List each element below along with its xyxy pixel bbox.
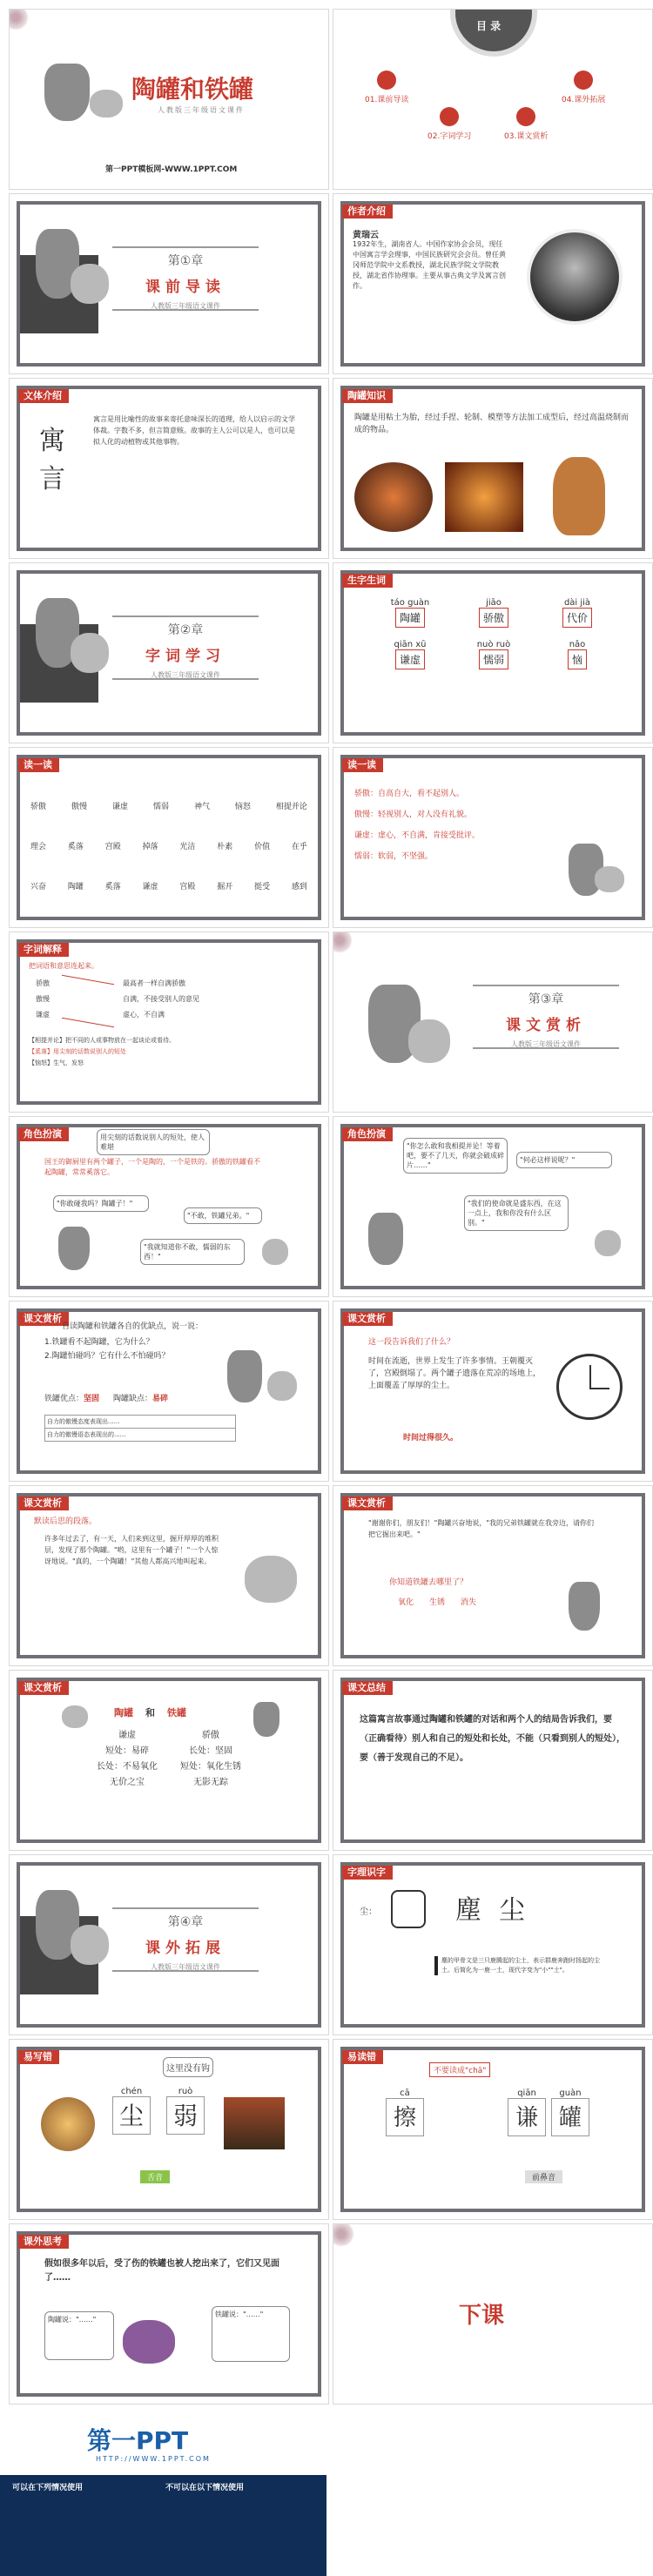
slide-roleplay-1[interactable] — [9, 1116, 329, 1297]
section-tag: 生字生词 — [342, 574, 393, 588]
iron-pot-image — [227, 1350, 262, 1402]
section-tag: 课文总结 — [342, 1681, 393, 1695]
promo-url[interactable]: HTTP://WWW.1PPT.COM — [96, 2455, 211, 2463]
promo-banner[interactable] — [0, 2408, 326, 2576]
slide-chapter-2[interactable] — [9, 562, 329, 743]
definition-list: 骄傲：自高自大，看不起别人。 傲慢：轻视别人，对人没有礼貌。 谦虚：虚心，不自满，肯接受批评。 懦弱：软弱，不坚强。 — [354, 790, 481, 861]
slide-end[interactable] — [333, 2223, 653, 2404]
slide-pot-knowledge[interactable] — [333, 378, 653, 559]
note-badge: 前鼻音 — [525, 2170, 562, 2183]
prompt: 假如很多年以后，受了伤的铁罐也被人挖出来了，它们又见面了…… — [44, 2259, 279, 2283]
pot-image — [408, 1019, 450, 1063]
flower-decoration — [333, 2223, 354, 2247]
slide-definitions[interactable] — [333, 747, 653, 928]
toc-dot — [377, 71, 396, 90]
clay-column: 谦虚 短处：易碎 长处：不易氧化 无价之宝 — [97, 1731, 158, 1787]
word-item: nuò ruò 懦弱 — [452, 640, 535, 669]
question: 你知道铁罐去哪里了？ — [389, 1578, 468, 1587]
clock-icon — [556, 1354, 623, 1420]
iron-column: 骄傲 长处：坚固 短处：氧化生锈 无影无踪 — [180, 1731, 241, 1787]
end-text: 下课 — [459, 2303, 505, 2329]
flower-decoration — [9, 9, 29, 30]
clay-pot-image — [123, 2320, 175, 2364]
section-tag: 课文赏析 — [18, 1681, 69, 1695]
footer: 第一PPT模板网-WWW.1PPT.COM — [105, 165, 238, 174]
char-label: 尘： — [360, 1907, 377, 1917]
char-card-2: qiān 谦 — [508, 2088, 546, 2136]
char-forms: 塵 尘 — [455, 1895, 525, 1926]
iron-pot-image — [368, 1213, 403, 1265]
char-card-1: cā 擦 — [386, 2088, 424, 2136]
iron-pot-image — [58, 1227, 90, 1270]
slide-toc[interactable] — [333, 9, 653, 190]
clay-pot-image — [267, 1371, 297, 1401]
story-text: 国王的御厨里有两个罐子，一个是陶的，一个是铁的。骄傲的铁罐看不起陶罐，常常奚落它。 — [44, 1158, 260, 1176]
big-word: 寓言 — [39, 426, 65, 494]
author-bio: 1932年生，湖南省人。中国作家协会会员，现任中国寓言学会理事，中国民族研究会会员。曾任黄冈师范学院中文系教授，湖北民族学院文学院教授，湖北省作协理事。主要从事古典文学及寓言创作。 — [353, 240, 506, 290]
photo-plants — [224, 2097, 285, 2149]
section-tag: 课文赏析 — [18, 1497, 69, 1510]
slide-char-origin[interactable] — [333, 1854, 653, 2035]
note-badge: 舌音 — [140, 2170, 170, 2183]
slide-chapter-3[interactable] — [333, 932, 653, 1113]
deer-drawing — [391, 1890, 426, 1928]
section-tag: 角色扮演 — [342, 1127, 393, 1141]
word-grid — [368, 598, 619, 669]
right-meanings: 最高者一样自满骄傲 自满，不接受别人的意见 虚心，不自满 — [123, 979, 199, 1019]
word-item: táo guàn 陶罐 — [368, 598, 452, 628]
section-tag: 易写错 — [18, 2050, 59, 2064]
slide-summary[interactable] — [333, 1670, 653, 1851]
speech-3: "我就知道你不敢，懦弱的东西！" — [140, 1239, 245, 1265]
iron-speech: 铁罐说："……" — [212, 2306, 290, 2362]
slide-comparison[interactable] — [9, 1670, 329, 1851]
answer-row: 铁罐优点：坚固 陶罐缺点：易碎 — [44, 1395, 169, 1403]
slide-cover[interactable] — [9, 9, 329, 190]
slide-analysis-3[interactable] — [9, 1485, 329, 1666]
slide-genre[interactable] — [9, 378, 329, 559]
pot-image — [71, 633, 109, 673]
section-tag: 读一读 — [342, 758, 383, 772]
question: 这一段告诉我们了什么？ — [368, 1338, 455, 1347]
question: 自读陶罐和铁罐各自的优缺点，说一说： — [62, 1322, 204, 1331]
pottery-photo-1 — [354, 462, 433, 532]
frame — [17, 755, 321, 920]
section-tag: 读一读 — [18, 758, 59, 772]
hint-bubble: 用尖刻的话数说别人的短处，使人难堪 — [97, 1129, 210, 1155]
answer: 时间过得很久。 — [403, 1434, 459, 1443]
promo-left-title: 可以在下列情况使用 — [12, 2484, 84, 2492]
toc-dot — [574, 71, 593, 90]
toc-item-2[interactable]: 02.字词学习 — [427, 107, 471, 141]
options: 氧化 生锈 消失 — [398, 1598, 477, 1607]
promo-logo: 第一PPT — [87, 2426, 189, 2455]
question-item-1: 1.铁罐看不起陶罐，它为什么？ — [44, 1338, 154, 1347]
compare-title: 陶罐 和 铁罐 — [114, 1707, 186, 1718]
frame — [340, 1862, 645, 2028]
notes: 【相提并论】把不同的人或事物放在一起谈论或看待。 【奚落】用尖刻的话数说别人的短处 【恼怒】生气，发怒 — [29, 1037, 175, 1066]
pot-image — [595, 866, 624, 892]
subtitle: 人教版三年级语文课件 — [158, 106, 245, 114]
summary-text: 这篇寓言故事通过陶罐和铁罐的对话和两个人的结局告诉我们，要（正确看待）别人和自己的短处和长处，不能（只看到别人的短处），要（善于发现自己的不足）。 — [360, 1715, 625, 1763]
word-item: jiāo 骄傲 — [452, 598, 535, 628]
vase-image — [44, 64, 90, 121]
speech-1: "你敢碰我吗？陶罐子！" — [53, 1195, 149, 1212]
word-row-1: 骄傲 傲慢 谦虚 懦弱 神气 恼怒 相提并论 — [30, 803, 307, 811]
chapter-label: 第④章 课外拓展 人教版三年级语文课件 — [112, 1907, 259, 1972]
slide-roleplay-2[interactable] — [333, 1116, 653, 1297]
author-photo — [527, 229, 623, 325]
clay-pot-image — [245, 1556, 297, 1603]
promo-right-title: 不可以在以下情况使用 — [165, 2484, 245, 2492]
clay-speech: 陶罐说："……" — [44, 2311, 114, 2360]
match-lines — [62, 975, 114, 1028]
word-row-3: 兴奋 陶罐 奚落 谦虚 宫殿 掘开 挺受 感到 — [30, 883, 307, 891]
clay-pot-image — [262, 1239, 288, 1265]
section-tag: 作者介绍 — [342, 205, 393, 219]
char-card-2: ruò 弱 — [166, 2087, 205, 2135]
slide-analysis-2[interactable] — [333, 1301, 653, 1482]
slide-easy-misread[interactable] — [333, 2039, 653, 2220]
toc-dot — [440, 107, 459, 126]
speech-2: "何必这样说呢？" — [516, 1152, 612, 1168]
section-tag: 易读错 — [342, 2050, 383, 2064]
iron-pot-image — [253, 1702, 279, 1737]
section-tag: 字理识字 — [342, 1866, 393, 1880]
section-tag: 课文赏析 — [342, 1312, 393, 1326]
toc-dot — [516, 107, 535, 126]
flower-decoration — [333, 932, 353, 953]
speech-3: "我们的使命就是盛东西，在这一点上，我和你没有什么区别。" — [464, 1195, 569, 1231]
task-head: 把词语和意思连起来。 — [29, 962, 98, 970]
pottery-photo-2 — [445, 462, 523, 532]
section-tag: 陶罐知识 — [342, 389, 393, 403]
genre-text: 寓言是用比喻性的故事来寄托意味深长的道理，给人以启示的文学体裁。字数不多，但言简意赅。故事的主人公可以是人，也可以是拟人化的动植物或其他事物。 — [93, 415, 295, 446]
toc-item-4[interactable]: 04.课外拓展 — [562, 71, 605, 104]
frame — [17, 1678, 321, 1843]
slide-read-words[interactable] — [9, 747, 329, 928]
slide-word-explain[interactable] — [9, 932, 329, 1113]
char-explain: 塵的甲骨文是三只鹿腾起的尘土，表示群鹿奔跑时扬起的尘土。后简化为一鹿一土，现代字变为"小""土"。 — [434, 1956, 609, 1975]
author-name: 黄瑞云 — [353, 231, 379, 240]
clay-pot-image — [62, 1705, 88, 1728]
char-card-3: guàn 罐 — [551, 2088, 589, 2136]
section-tag: 角色扮演 — [18, 1127, 69, 1141]
slide-analysis-1[interactable] — [9, 1301, 329, 1482]
passage: 许多年过去了，有一天，人们来到这里，掘开厚厚的堆积层，发现了那个陶罐。"哟，这里有一个罐子！"一个人惊讶地说。"真的，一个陶罐！"其他人都高兴地叫起来。 — [44, 1535, 219, 1565]
photo-sand — [41, 2097, 95, 2151]
section-tag: 课文赏析 — [18, 1312, 69, 1326]
slide-author[interactable] — [333, 193, 653, 374]
word-row-2: 理会 奚落 宫殿 掉落 光洁 朴素 价值 在乎 — [30, 843, 307, 851]
notes-table: 自力的傲慢态度表现出...... 自力的傲慢语态表现出的...... — [44, 1415, 236, 1442]
chapter-label: 第①章 课前导读 人教版三年级语文课件 — [112, 246, 259, 311]
section-tag: 课文赏析 — [342, 1497, 393, 1510]
slide-chapter-4[interactable] — [9, 1854, 329, 2035]
warning: 不要读成"chā" — [429, 2062, 490, 2077]
passage: "谢谢你们，朋友们！"陶罐兴奋地说，"我的兄弟铁罐就在我旁边，请你们把它掘出来吧。" — [368, 1519, 595, 1538]
toc-item-3[interactable]: 03.课文赏析 — [504, 107, 548, 141]
speech-1: "你怎么敢和我相提并论！等着吧，要不了几天，你就会破成碎片……" — [403, 1138, 508, 1174]
slide-chapter-1[interactable] — [9, 193, 329, 374]
clay-pot-image — [595, 1230, 621, 1256]
slide-thinking[interactable] — [9, 2223, 329, 2404]
title: 陶罐和铁罐 — [131, 75, 254, 104]
hint-bubble: 这里没有钩 — [163, 2057, 213, 2077]
question-item-2: 2.陶罐怕碰吗？它有什么不怕碰吗？ — [44, 1352, 170, 1361]
section-tag: 文体介绍 — [18, 389, 69, 403]
left-words: 骄傲 傲慢 谦虚 — [36, 979, 50, 1019]
pottery-photo-3 — [553, 457, 605, 535]
section-tag: 课外思考 — [18, 2235, 69, 2249]
task-head: 默读后思的段落。 — [34, 1517, 98, 1526]
iron-pot-image — [569, 1582, 600, 1631]
pot-text: 陶罐是用粘土为胎，经过手捏、轮制、模塑等方法加工成型后，经过高温烧制而成的物品。 — [354, 414, 629, 434]
chapter-label: 第③章 课文赏析 人教版三年级语文课件 — [473, 985, 619, 1049]
word-item: qiān xū 谦虚 — [368, 640, 452, 669]
slide-new-words[interactable] — [333, 562, 653, 743]
word-item: dài jià 代价 — [535, 598, 619, 628]
slide-analysis-4[interactable] — [333, 1485, 653, 1666]
slide-easy-miswrite[interactable] — [9, 2039, 329, 2220]
pot-image — [71, 1925, 109, 1965]
passage: 时间在流逝，世界上发生了许多事情。王朝覆灭了，宫殿倒塌了。两个罐子遗落在荒凉的场地上，上面覆盖了厚厚的尘土。 — [368, 1357, 542, 1390]
speech-2: "不敢，铁罐兄弟。" — [184, 1207, 262, 1224]
toc-item-1[interactable]: 01.课前导读 — [365, 71, 408, 104]
pot-image — [71, 264, 109, 304]
word-item: nǎo 恼 — [535, 640, 619, 669]
pot-image — [90, 90, 123, 118]
chapter-label: 第②章 字词学习 人教版三年级语文课件 — [112, 615, 259, 680]
toc-title: 目 录 — [476, 20, 502, 32]
char-card-1: chén 尘 — [112, 2087, 151, 2135]
section-tag: 字词解释 — [18, 943, 69, 957]
